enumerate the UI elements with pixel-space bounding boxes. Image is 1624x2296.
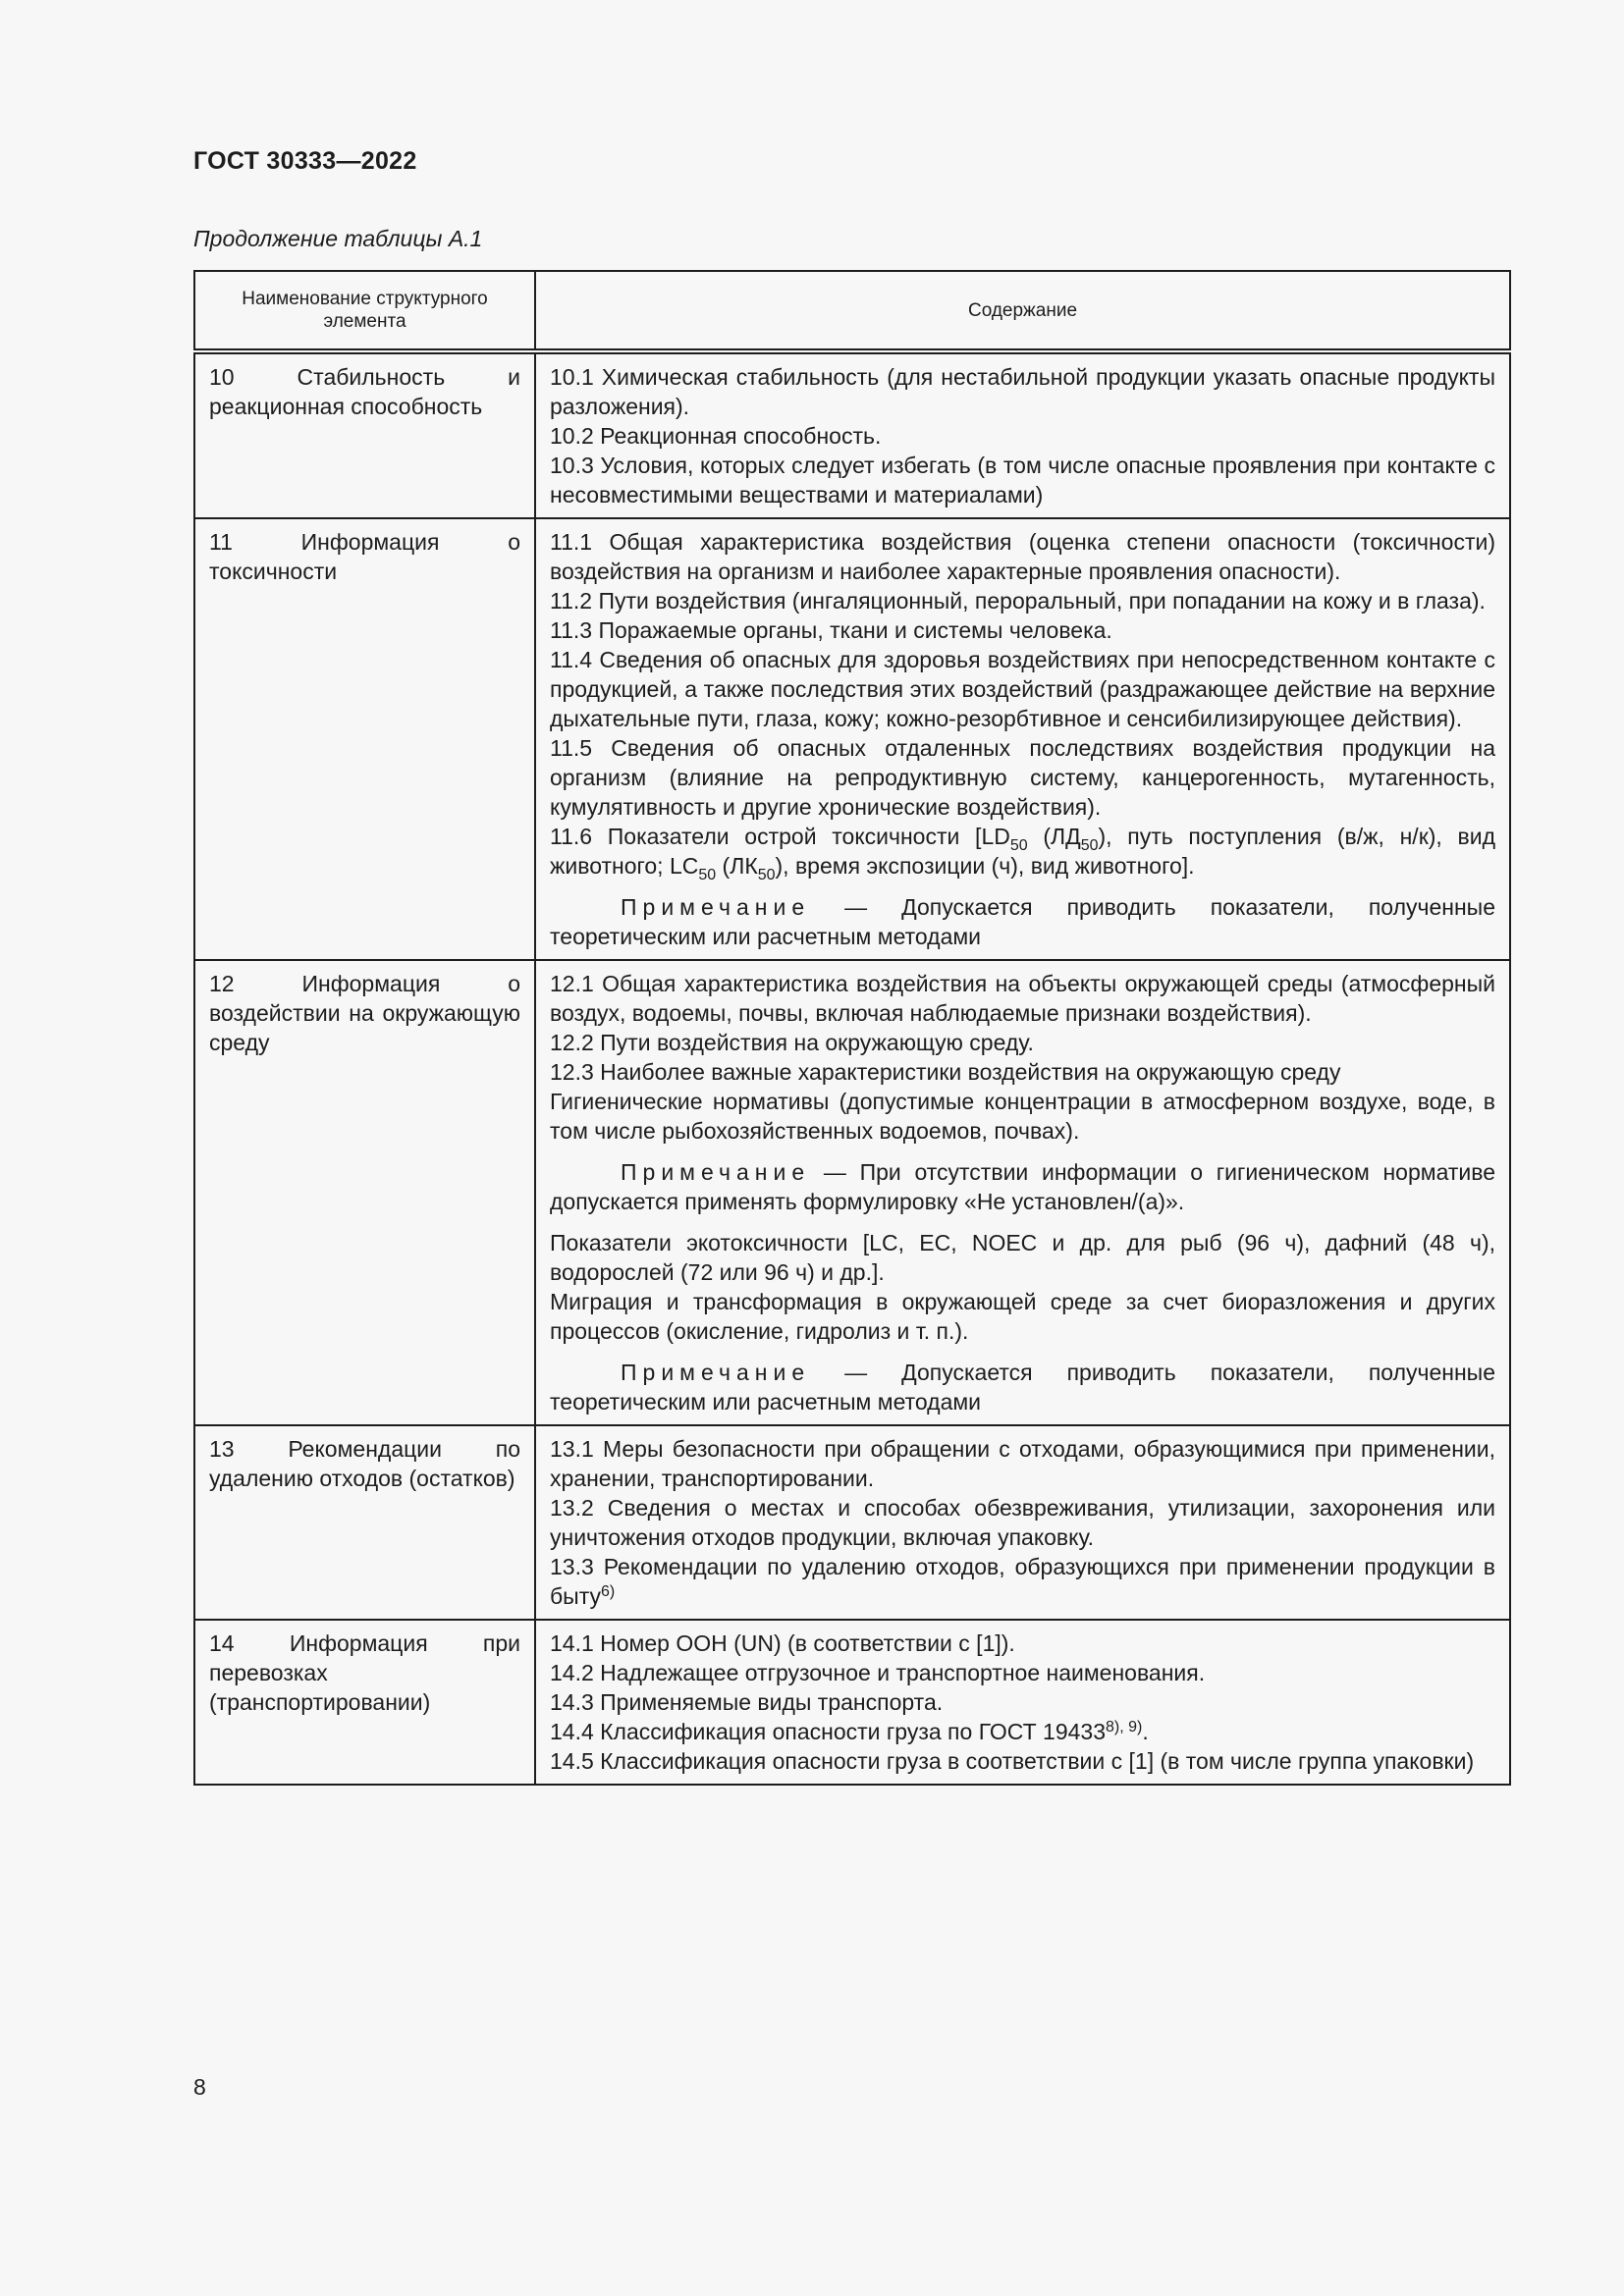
note-label: Примечание	[621, 894, 811, 920]
table-caption: Продолжение таблицы А.1	[193, 226, 483, 251]
list-item-household-waste	[550, 1552, 1495, 1611]
document-standard-code: ГОСТ 30333—2022	[193, 147, 417, 175]
section-content	[535, 1620, 1510, 1785]
requirements-table	[193, 270, 1511, 1786]
list-item: 14.1 Номер ООН (UN) (в соответствии с [1]).	[550, 1630, 1015, 1656]
table-row	[194, 1620, 1510, 1785]
list-item-acute-toxicity	[550, 822, 1495, 881]
text-fragment: ), время экспозиции (ч), вид животного].	[775, 853, 1195, 879]
text-fragment: 13.3 Рекомендации по удалению отходов, образующихся при применении продукции в быту	[550, 1554, 1495, 1609]
list-item: 12.1 Общая характеристика воздействия на объекты окружающей среды (атмосферный воздух, водоемы, почвы, включая наблюдаемые признаки воздействия).	[550, 971, 1495, 1026]
list-item: 11.4 Сведения об опасных для здоровья воздействиях при непосредственном контакте с продукцией, а также последствия этих воздействий (раздражающее действие на верхние дыхательные пути, глаза, кожу; кожно-резорбтивное и сенсибилизирующее действия).	[550, 647, 1495, 731]
list-item: 11.1 Общая характеристика воздействия (оценка степени опасности (токсичности) воздействия на организм и наиболее характерные проявления опасности).	[550, 529, 1495, 584]
note	[550, 1157, 1495, 1216]
column-header-content: Содержание	[535, 271, 1510, 351]
section-name: 10 Стабильность и реакционная способность	[194, 351, 535, 518]
note-text: — При отсутствии информации о гигиеническом нормативе допускается применять формулировку «Не установлен/(а)».	[550, 1159, 1495, 1214]
list-item: Гигиенические нормативы (допустимые концентрации в атмосферном воздухе, воде, в том числе рыбохозяйственных водоемов, почвах).	[550, 1089, 1495, 1144]
note-label: Примечание	[621, 1360, 811, 1385]
note-text: — Допускается приводить показатели, полученные теоретическим или расчетным методами	[550, 894, 1495, 949]
text-fragment: .	[1142, 1719, 1149, 1744]
list-item: 11.2 Пути воздействия (ингаляционный, пероральный, при попадании на кожу и в глаза).	[550, 588, 1486, 614]
table-row	[194, 518, 1510, 960]
subscript: 50	[757, 867, 776, 883]
list-item: 12.2 Пути воздействия на окружающую среду.	[550, 1030, 1034, 1055]
subscript: 50	[1009, 837, 1028, 854]
section-content	[535, 351, 1510, 518]
page-number: 8	[193, 2074, 206, 2100]
list-item: 10.3 Условия, которых следует избегать (в том числе опасные проявления при контакте с несовместимыми веществами и материалами)	[550, 453, 1495, 507]
list-item: 13.1 Меры безопасности при обращении с отходами, образующимися при применении, хранении, транспортировании.	[550, 1436, 1495, 1491]
subscript: 50	[1080, 837, 1099, 854]
list-item: 13.2 Сведения о местах и способах обезвреживания, утилизации, захоронения или уничтожения отходов продукции, включая упаковку.	[550, 1495, 1495, 1550]
list-item: 14.2 Надлежащее отгрузочное и транспортное наименования.	[550, 1660, 1206, 1685]
text-fragment: (ЛК	[716, 853, 758, 879]
note	[550, 1358, 1495, 1416]
list-item: 14.3 Применяемые виды транспорта.	[550, 1689, 944, 1715]
list-item: Показатели экотоксичности [LC, EC, NOEC и др. для рыб (96 ч), дафний (48 ч), водорослей (72 или 96 ч) и др.].	[550, 1230, 1495, 1285]
note	[550, 892, 1495, 951]
list-item: 10.1 Химическая стабильность (для нестабильной продукции указать опасные продукты разложения).	[550, 364, 1495, 419]
table-row	[194, 351, 1510, 518]
table-row	[194, 1425, 1510, 1620]
section-content	[535, 1425, 1510, 1620]
list-item-gost-classification	[550, 1717, 1495, 1746]
section-name: 14 Информация при перевозках (транспортировании)	[194, 1620, 535, 1785]
list-item: Миграция и трансформация в окружающей среде за счет биоразложения и других процессов (окисление, гидролиз и т. п.).	[550, 1289, 1495, 1344]
section-content	[535, 518, 1510, 960]
text-fragment: ), путь поступления (в/ж, н/к), вид животного; LC	[550, 824, 1495, 879]
list-item: 12.3 Наиболее важные характеристики воздействия на окружающую среду	[550, 1059, 1341, 1085]
section-name: 12 Информация о воздействии на окружающую среду	[194, 960, 535, 1425]
column-header-element-name: Наименование структурного элемента	[194, 271, 535, 351]
section-name: 13 Рекомендации по удалению отходов (остатков)	[194, 1425, 535, 1620]
table-header-row	[194, 271, 1510, 351]
section-content	[535, 960, 1510, 1425]
subscript: 50	[698, 867, 717, 883]
list-item: 11.3 Поражаемые органы, ткани и системы человека.	[550, 617, 1112, 643]
footnote-ref: 8), 9)	[1106, 1719, 1143, 1735]
list-item: 11.5 Сведения об опасных отдаленных последствиях воздействия продукции на организм (влияние на репродуктивную систему, канцерогенность, мутагенность, кумулятивность и другие хронические воздействия).	[550, 735, 1495, 820]
list-item: 10.2 Реакционная способность.	[550, 423, 882, 449]
list-item: 14.5 Классификация опасности груза в соответствии с [1] (в том числе группа упаковки)	[550, 1748, 1475, 1774]
note-text: — Допускается приводить показатели, полученные теоретическим или расчетным методами	[550, 1360, 1495, 1415]
note-label: Примечание	[621, 1159, 811, 1185]
table-row	[194, 960, 1510, 1425]
text-fragment: (ЛД	[1027, 824, 1081, 849]
section-name: 11 Информация о токсичности	[194, 518, 535, 960]
text-fragment: 14.4 Классификация опасности груза по ГОСТ 19433	[550, 1719, 1106, 1744]
text-fragment: 11.6 Показатели острой токсичности [LD	[550, 824, 1010, 849]
footnote-ref: 6)	[601, 1583, 616, 1600]
